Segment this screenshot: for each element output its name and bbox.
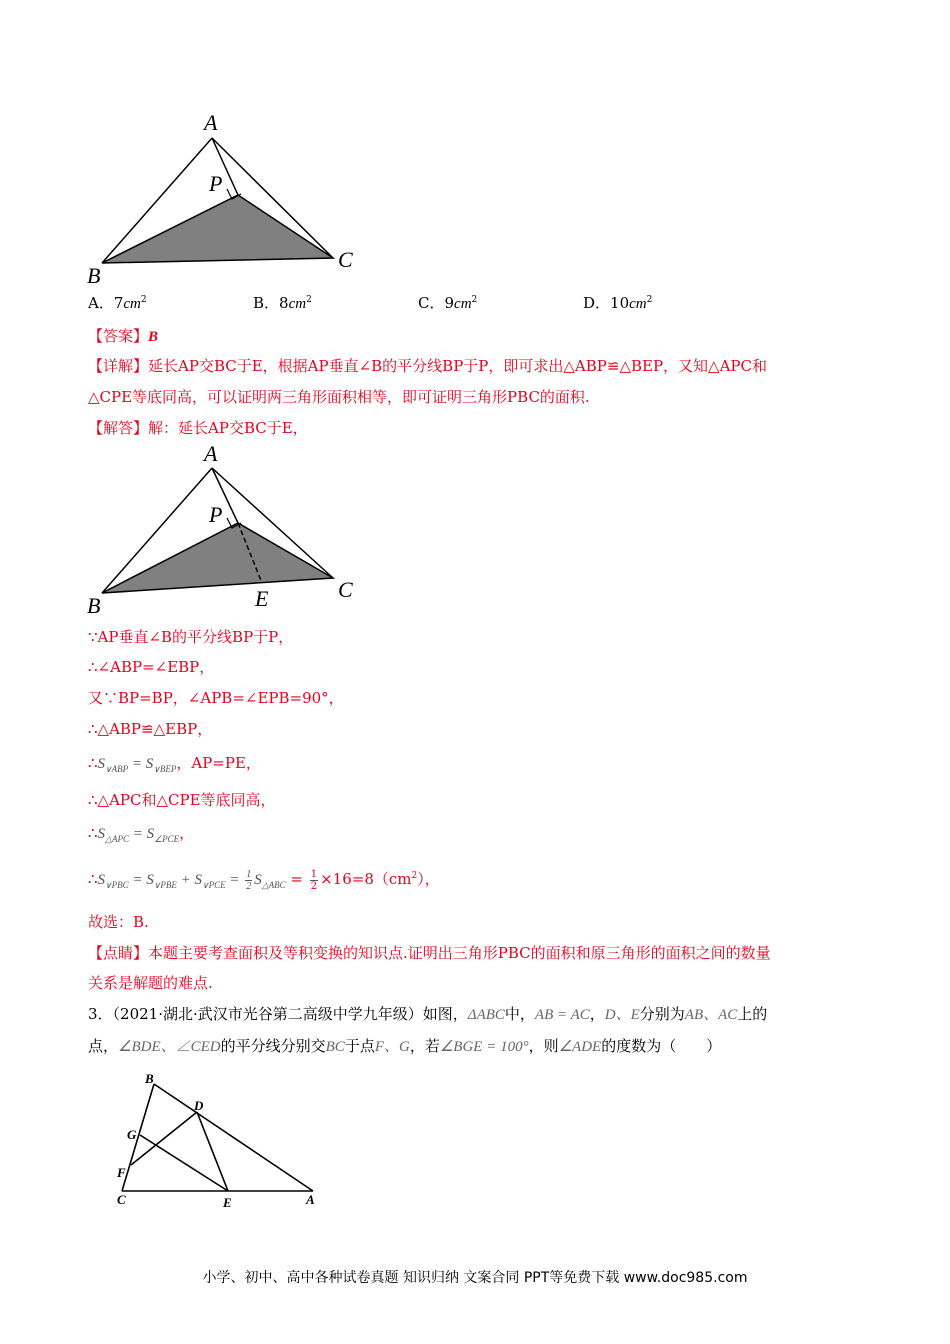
shaded-triangle-pbc xyxy=(102,195,333,263)
choice-b[interactable]: B．$8cm^2$ xyxy=(253,294,312,312)
label-a: A xyxy=(306,1192,315,1207)
label-g: G xyxy=(127,1127,137,1142)
step-4: ∴△ABP≌△EBP， xyxy=(88,720,213,738)
label-b: B xyxy=(145,1071,154,1086)
step-3: 又∵BP=BP，∠APB=∠EPB=90°， xyxy=(88,689,344,707)
label-a: A xyxy=(204,110,218,135)
step-7: $\therefore S_{\triangle APC} = S_{\angle PCE}$， xyxy=(88,824,195,844)
label-e: E xyxy=(223,1195,232,1210)
figure-3 xyxy=(108,1070,328,1215)
step-2: ∴∠ABP=∠EBP， xyxy=(88,658,215,676)
question-3-line-2: 点，∠BDE、∠CED的平分线分别交BC于点F、G，若∠BGE = 100°，则∠ADE的度数为（ ） xyxy=(88,1037,722,1055)
segment-eg xyxy=(140,1135,228,1191)
choice-d[interactable]: D．$10cm^2$ xyxy=(583,294,653,312)
label-a: A xyxy=(204,441,218,466)
label-c: C xyxy=(338,577,353,602)
footer-banner[interactable]: 小学、初中、高中各种试卷真题 知识归纳 文案合同 PPT等免费下载 www.doc985.com xyxy=(202,1270,748,1286)
figure-2 xyxy=(80,440,370,620)
step-9: 故选：B. xyxy=(88,913,149,931)
detail-line-1: 【详解】延长AP交BC于E，根据AP垂直∠B的平分线BP于P，即可求出△ABP≌△BEP，又知△APC和 xyxy=(88,357,767,375)
detail-line-2: △CPE等底同高，可以证明两三角形面积相等，即可证明三角形PBC的面积. xyxy=(88,388,590,406)
answer-line: 【答案】B xyxy=(88,327,159,345)
label-d: D xyxy=(194,1098,204,1113)
label-p: P xyxy=(209,171,223,196)
label-p: P xyxy=(209,502,223,527)
answer-choices xyxy=(88,292,788,318)
label-c: C xyxy=(338,247,353,272)
choice-c[interactable]: C．$9cm^2$ xyxy=(418,294,478,312)
step-6: ∴△APC和△CPE等底同高， xyxy=(88,791,276,809)
label-c: C xyxy=(117,1192,126,1207)
segment-ba xyxy=(154,1084,313,1191)
figure-1 xyxy=(80,105,370,295)
shaded-triangle-pbc xyxy=(102,523,333,593)
label-b: B xyxy=(87,593,101,618)
question-3-line-1: 3．（2021·湖北·武汉市光谷第二高级中学九年级）如图，ΔABC中，AB = AC，D、E分别为AB、AC上的 xyxy=(88,1005,768,1023)
comment-line-1: 【点睛】本题主要考查面积及等积变换的知识点.证明出三角形PBC的面积和原三角形的面积之间的数量 xyxy=(88,944,771,962)
label-b: B xyxy=(87,263,101,288)
step-5: $\therefore S_{\vee ABP} = S_{\vee BEP}$，AP=PE， xyxy=(88,754,261,774)
step-8: $\therefore S_{\vee PBC} = S_{\vee PBE} + S_{\vee PCE}$ = $\frac{1}{2}$ $S_{\triangle ABC}$ = $\frac{1}{2}$ $\times 16=8(cm^2)$， xyxy=(88,868,440,893)
label-e: E xyxy=(255,586,269,611)
choice-a[interactable]: A．$7cm^2$ xyxy=(88,294,147,312)
label-f: F xyxy=(117,1165,126,1180)
segment-df xyxy=(131,1112,197,1165)
solution-line: 【解答】解：延长AP交BC于E， xyxy=(88,419,308,437)
step-1: ∵AP垂直∠B的平分线BP于P， xyxy=(88,628,294,646)
comment-line-2: 关系是解题的难点. xyxy=(88,974,213,992)
